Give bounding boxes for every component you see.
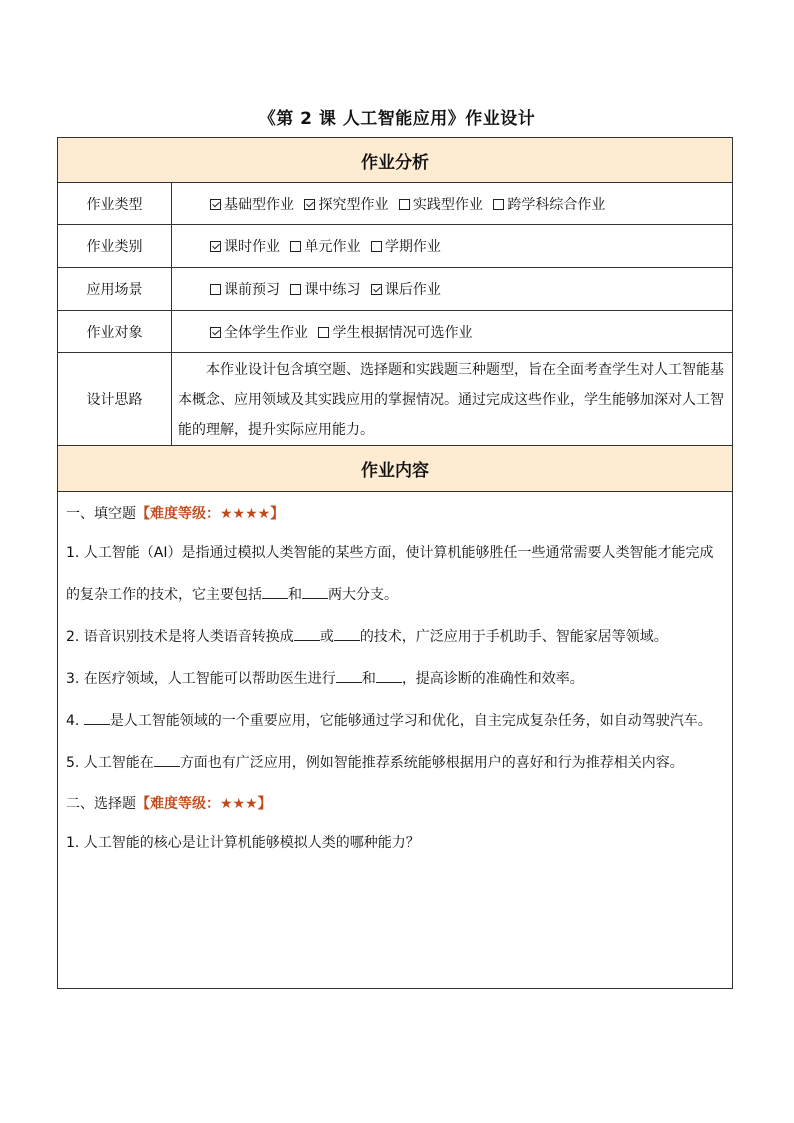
checkbox-unit[interactable]: 单元作业 xyxy=(290,236,360,256)
question-fill-5: 5. 人工智能在 方面也有广泛应用，例如智能推荐系统能够根据用户的喜好和行为推荐相关内容。 xyxy=(66,742,722,784)
answer-blank[interactable] xyxy=(262,584,288,599)
question-choice-1: 1. 人工智能的核心是让计算机能够模拟人类的哪种能力？ xyxy=(66,835,420,851)
checkbox-basic[interactable]: 基础型作业 xyxy=(210,194,294,214)
section-title: 二、选择题 xyxy=(66,796,136,812)
answer-blank[interactable] xyxy=(84,710,110,725)
checkbox-lesson[interactable]: 课时作业 xyxy=(210,236,280,256)
checkbox-preview[interactable]: 课前预习 xyxy=(210,279,280,299)
question-fill-4: 4. 是人工智能领域的一个重要应用，它能够通过学习和优化，自主完成复杂任务，如自动驾驶汽车。 xyxy=(66,700,722,742)
row-design xyxy=(58,353,733,446)
checkbox-all-students[interactable]: 全体学生作业 xyxy=(210,322,308,342)
section-choice xyxy=(66,794,722,814)
question-fill-3: 3. 在医疗领域，人工智能可以帮助医生进行 和 ，提高诊断的准确性和效率。 xyxy=(66,658,722,700)
row-label: 作业类型 xyxy=(58,183,172,225)
assignment-table xyxy=(57,137,733,989)
empty-box-icon xyxy=(493,199,504,210)
question-fill-1: 1. 人工智能（AI）是指通过模拟人类智能的某些方面，使计算机能够胜任一些通常需要人类智能才能完成的复杂工作的技术，它主要包括 和 两大分支。 xyxy=(66,545,714,603)
row-label: 设计思路 xyxy=(58,353,172,446)
checkbox-interdisciplinary[interactable]: 跨学科综合作业 xyxy=(493,194,605,214)
checkbox-inquiry[interactable]: 探究型作业 xyxy=(304,194,388,214)
row-label: 应用场景 xyxy=(58,268,172,311)
checkbox-term[interactable]: 学期作业 xyxy=(371,236,441,256)
row-scene xyxy=(58,268,733,311)
checked-box-icon xyxy=(210,327,221,338)
checked-box-icon xyxy=(210,241,221,252)
checked-box-icon xyxy=(304,199,315,210)
checkbox-practice[interactable]: 实践型作业 xyxy=(399,194,483,214)
empty-box-icon xyxy=(290,241,301,252)
answer-blank[interactable] xyxy=(302,584,328,599)
row-category xyxy=(58,225,733,268)
checkbox-in-class[interactable]: 课中练习 xyxy=(290,279,360,299)
checked-box-icon xyxy=(371,284,382,295)
empty-box-icon xyxy=(290,284,301,295)
row-options xyxy=(172,311,733,353)
row-target xyxy=(58,311,733,353)
page-title: 《第 2 课 人工智能应用》作业设计 xyxy=(258,109,536,129)
analysis-heading: 作业分析 xyxy=(58,138,733,183)
checkbox-optional[interactable]: 学生根据情况可选作业 xyxy=(318,322,472,342)
empty-box-icon xyxy=(399,199,410,210)
content-heading: 作业内容 xyxy=(58,446,733,492)
row-options xyxy=(172,225,733,268)
row-type xyxy=(58,183,733,225)
row-options xyxy=(172,268,733,311)
difficulty-badge: 【难度等级：★★★】 xyxy=(136,796,272,812)
row-label: 作业对象 xyxy=(58,311,172,353)
design-text: 本作业设计包含填空题、选择题和实践题三种题型，旨在全面考查学生对人工智能基本概念、应用领域及其实践应用的掌握情况。通过完成这些作业，学生能够加深对人工智能的理解，提升实际应用能力。 xyxy=(172,353,733,446)
empty-box-icon xyxy=(210,284,221,295)
checked-box-icon xyxy=(210,199,221,210)
answer-blank[interactable] xyxy=(154,752,180,767)
checkbox-after-class[interactable]: 课后作业 xyxy=(371,279,441,299)
empty-box-icon xyxy=(318,327,329,338)
answer-blank[interactable] xyxy=(294,626,320,641)
content-body xyxy=(58,492,733,989)
answer-blank[interactable] xyxy=(334,626,360,641)
section-title: 一、填空题 xyxy=(66,506,136,522)
answer-blank[interactable] xyxy=(336,668,362,683)
difficulty-badge: 【难度等级：★★★★】 xyxy=(136,506,285,522)
row-options xyxy=(172,183,733,225)
section-fill xyxy=(66,504,722,524)
empty-box-icon xyxy=(371,241,382,252)
question-fill-2: 2. 语音识别技术是将人类语音转换成 或 的技术，广泛应用于手机助手、智能家居等领域。 xyxy=(66,616,722,658)
row-label: 作业类别 xyxy=(58,225,172,268)
answer-blank[interactable] xyxy=(376,668,402,683)
